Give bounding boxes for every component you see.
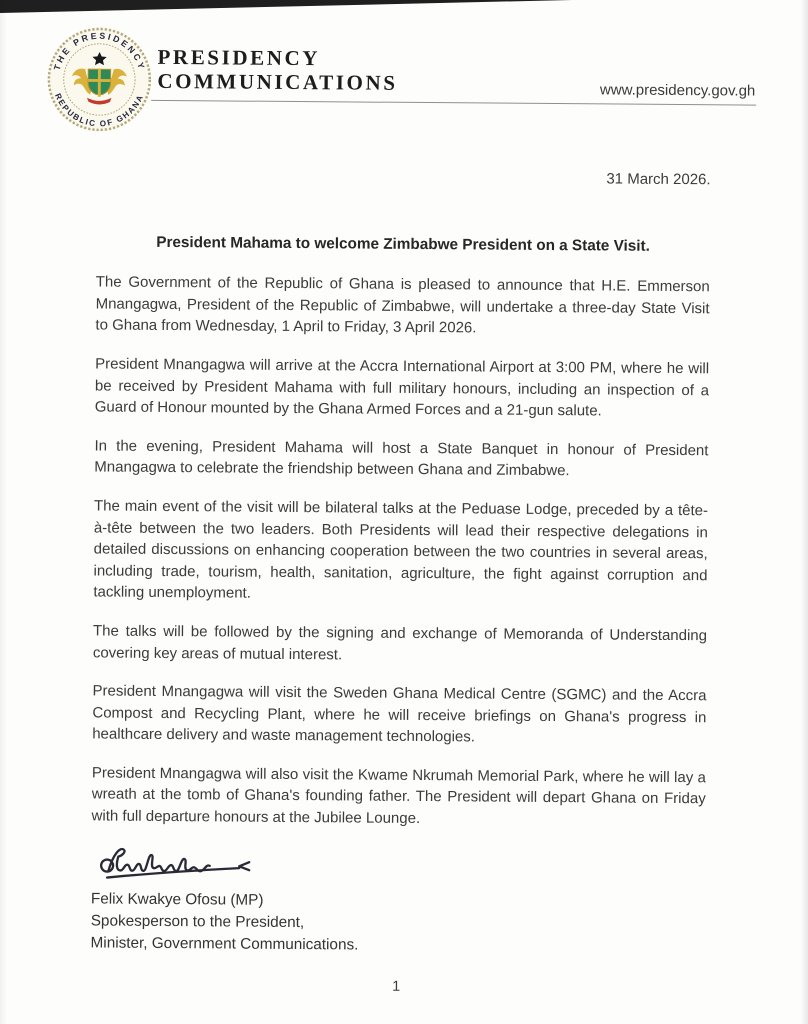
website-url: www.presidency.gov.gh <box>599 81 756 100</box>
paragraph: The Government of the Republic of Ghana is pleased to announce that H.E. Emmerson Mnangagwa, President of the Republic of Zimbabwe, will undertake a three-day State Visit to Ghana from Wednesday, 1 April to Friday, 3 April 2026. <box>95 273 710 337</box>
org-name-line1: PRESIDENCY <box>157 44 321 71</box>
signatory-title-2: Minister, Government Communications. <box>90 934 359 954</box>
release-title: President Mahama to welcome Zimbabwe President on a State Visit. <box>156 233 650 255</box>
release-paragraphs <box>92 272 710 832</box>
signatory-title-1: Spokesperson to the President, <box>90 912 305 932</box>
paragraph: The main event of the visit will be bilateral talks at the Peduase Lodge, preceded by a tête-à-tête between the two leaders. Both Presidents will lead their respective delegations in detailed discussions on enhancing cooperation between the two countries in several areas, including trade, tourism, health, sanitation, agriculture, the fight against corruption and tackling unemployment. <box>93 497 709 602</box>
photo-edge-artifact-left <box>0 0 7 1024</box>
paragraph: President Mnangagwa will arrive at the Accra International Airport at 3:00 PM, where he will be received by President Mahama with full military honours, including an inspection of a Guard of Honour mounted by the Ghana Armed Forces and a 21-gun salute. <box>94 355 710 420</box>
paragraph: President Mnangagwa will also visit the Kwame Nkrumah Memorial Park, where he will lay a wreath at the tomb of Ghana's founding father. The President will depart Ghana on Friday with full departure honours at the Jubilee Lounge. <box>91 764 706 828</box>
paragraph: In the evening, President Mahama will host a State Banquet in honour of President Mnangagwa to celebrate the friendship between Ghana and Zimbabwe. <box>94 437 709 480</box>
signature-block <box>90 840 705 960</box>
handwritten-signature-icon <box>93 840 265 887</box>
seal-arc-top-text: THE PRESIDENCY <box>51 30 148 73</box>
photo-edge-artifact-right <box>800 0 808 1024</box>
release-date: 31 March 2026. <box>606 170 711 189</box>
seal-arc-bottom-text: REPUBLIC OF GHANA <box>53 92 146 129</box>
paragraph: President Mnangagwa will visit the Sweden Ghana Medical Centre (SGMC) and the Accra Compost and Recycling Plant, where he will receive briefings on Ghana's progress in healthcare delivery and waste management technologies. <box>92 682 707 746</box>
org-name-line2: COMMUNICATIONS <box>157 68 398 95</box>
page-number: 1 <box>392 978 401 995</box>
letter-body <box>90 0 711 960</box>
signatory-name: Felix Kwakye Ofosu (MP) <box>90 890 264 909</box>
paragraph: The talks will be followed by the signing and exchange of Memoranda of Understanding covering key areas of mutual interest. <box>92 622 708 663</box>
signatory-details <box>90 888 705 960</box>
